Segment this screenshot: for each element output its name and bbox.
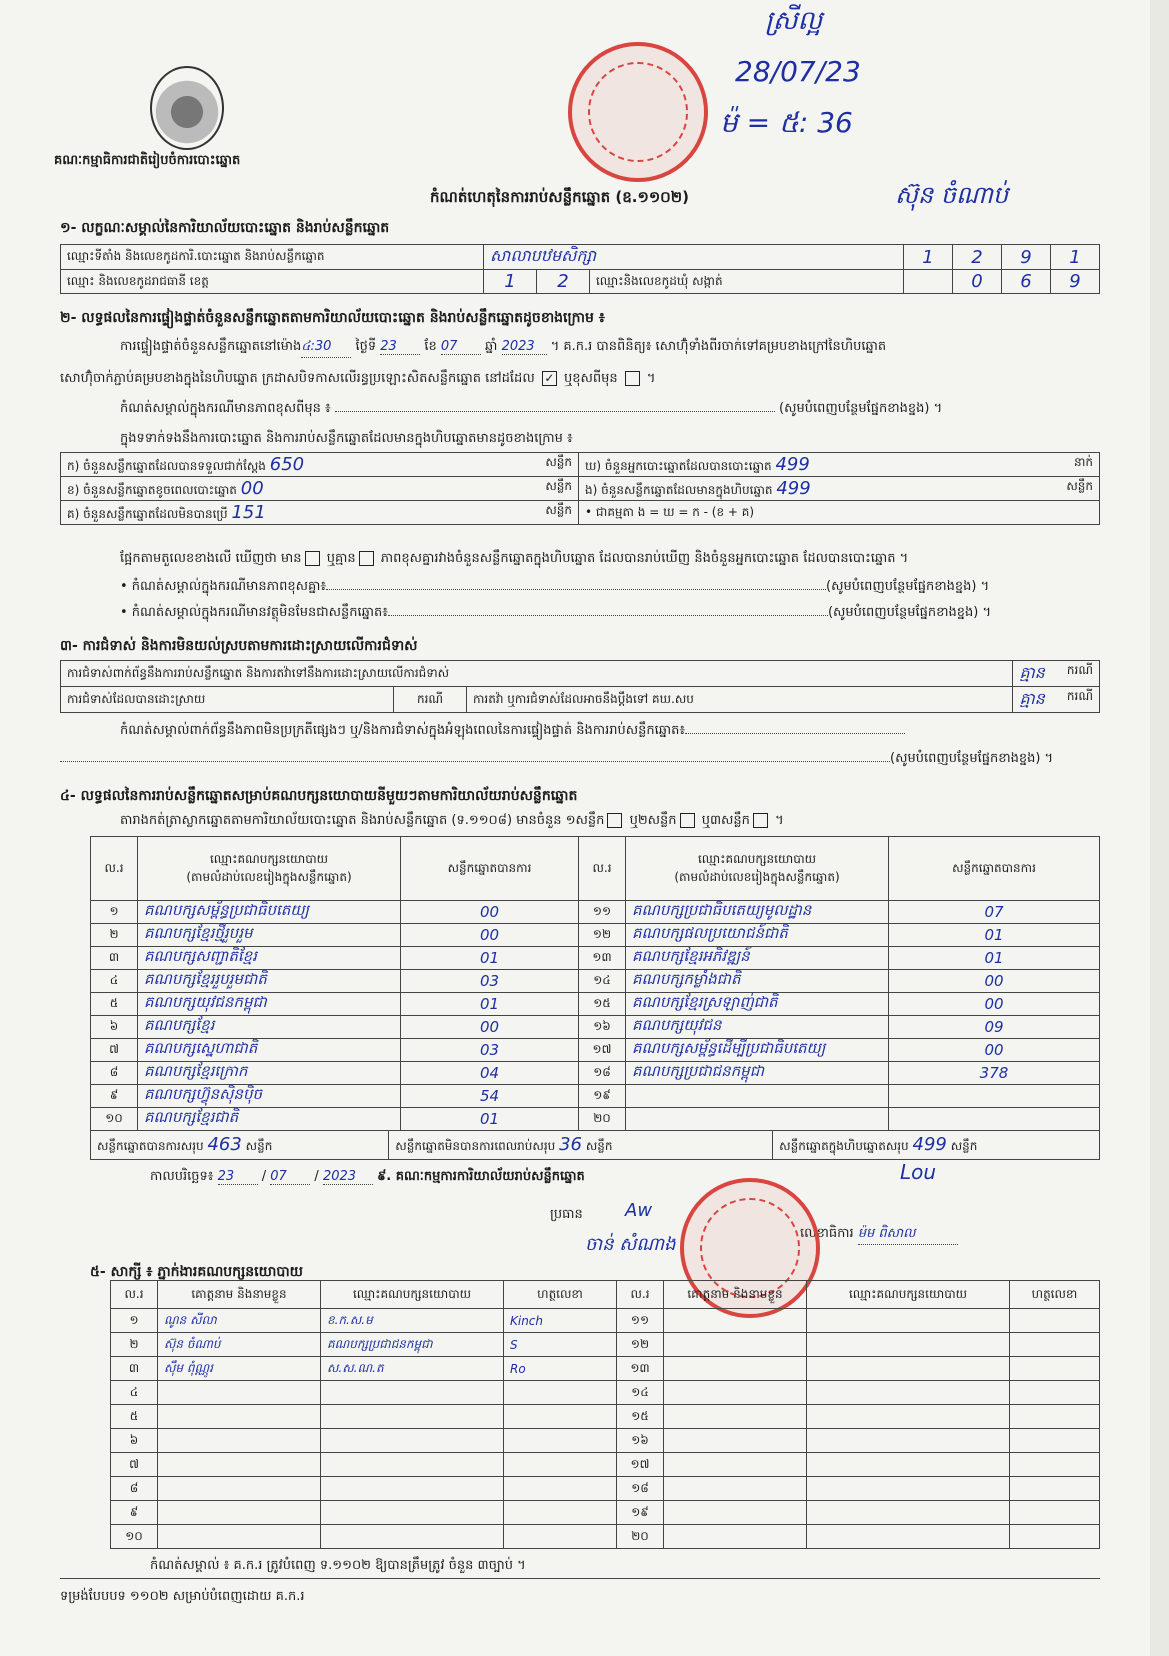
commune-label: ឈ្មោះនិងលេខកូដឃុំ សង្កាត់: [590, 270, 904, 294]
secretary-signature: Lou: [900, 1160, 937, 1184]
comparison-line: ផ្អែកតាមតួលេខខាងលើ ឃើញថា មាន ឬគ្មាន ភាពខុសគ្នារវាងចំនួនសន្លឹកឆ្នោតក្នុងហិបឆ្នោត ដែលបានរាប់ឃើញ និងចំនួនអ្នកបោះឆ្នោត ដែលបានបោះឆ្នោត ។: [120, 551, 909, 566]
witness-name: [664, 1357, 807, 1381]
witness-signature: [504, 1477, 617, 1501]
result-row: [91, 1085, 1100, 1108]
party-name: គណបក្សខ្មែររួបរួមជាតិ: [138, 970, 401, 993]
province-digit: 1: [484, 270, 537, 294]
witness-name: ស៊ុន ចំណាប់: [158, 1333, 321, 1357]
results-table: ល.រ ឈ្មោះគណបក្សនយោបាយ (តាមលំដាប់លេខរៀងក្នុងសន្លឹកឆ្នោត) សន្លឹកឆ្នោតបានការ ល.រ ឈ្មោះគណបក្សនយោបាយ (តាមលំដាប់លេខរៀងក្នុងសន្លឹកឆ្នោត) សន្លឹកឆ្នោតបានការ ១ គណបក្សសម្ព័ន្ធប្រជាធិបតេយ្យ 00 ១១ គណបក្សប្រជាធិបតេយ្យមូលដ្ឋាន 07 ២ គណបក្សខ្មែរថ្មីរួបរួម 00 ១២ គណបក្សផលប្រយោជន៍ជាតិ 01 ៣ គណបក្សសញ្ជាតិខ្មែរ 01 ១៣ គណបក្សខ្មែរអភិវឌ្ឍន៍ 01 ៤ គណបក្សខ្មែររួបរួមជាតិ 03 ១៤ គណបក្សកម្លាំងជាតិ 00 ៥ គណបក្សយុវជនកម្ពុជា 01 ១៥ គណបក្សខ្មែរស្រឡាញ់ជាតិ 00 ៦ គណបក្សខ្មែរ 00 ១៦ គណបក្សយុវជន 09 ៧ គណបក្សស្នេហាជាតិ 03 ១៧ គណបក្សសម្ព័ន្ធដើម្បីប្រជាធិបតេយ្យ 00 ៨ គណបក្សខ្មែរក្រោក 04 ១៨ គណបក្សប្រជាជនកម្ពុជា 378 ៩ គណបក្សហ៊្វុនស៊ិនប៉ិច 54 ១៩ ១០ គណបក្សខ្មែរជាតិ 01 ២០ សន្លឹកឆ្នោតបានការសរុប 463 សន្លឹក សន្លឹកឆ្នោតមិនបានការពេលរាប់សរុប 36 សន្លឹក សន្លឹកឆ្នោតក្នុងហិបឆ្នោតសរុប 499 សន្លឹក: [90, 836, 1100, 1160]
party-name: គណបក្សសញ្ជាតិខ្មែរ: [138, 947, 401, 970]
secretary-block: លេខាធិការ ម៉ម ពិសាល: [800, 1225, 958, 1245]
vote-count: 01: [401, 993, 579, 1016]
witness-party: [321, 1453, 504, 1477]
commune-digit: 0: [953, 270, 1002, 294]
code-digit: 9: [1002, 245, 1051, 270]
witness-name: [158, 1381, 321, 1405]
witness-row: [111, 1405, 1100, 1429]
vote-count: 07: [889, 901, 1100, 924]
row-number: ១១: [579, 901, 626, 924]
witness-signature: S: [504, 1333, 617, 1357]
witness-signature: Kinch: [504, 1309, 617, 1333]
form-footer: ទម្រង់បែបបទ ១១០២ សម្រាប់បំពេញដោយ គ.ក.រ: [60, 1589, 305, 1604]
appeal-label: ការតវ៉ា ឬការជំទាស់ដែលអាចនឹងប្តឹងទៅ គឃ.សប: [467, 687, 1013, 713]
row-number: ១៦: [579, 1016, 626, 1039]
handwritten-note: ស្រីល្អ: [765, 6, 823, 36]
witness-signature: [1010, 1309, 1100, 1333]
witness-party: [321, 1477, 504, 1501]
witness-party: [807, 1453, 1010, 1477]
party-name: គណបក្សប្រជាធិបតេយ្យមូលដ្ឋាន: [626, 901, 889, 924]
vote-count: 00: [401, 901, 579, 924]
vote-count: 00: [889, 970, 1100, 993]
witness-name: [158, 1525, 321, 1549]
appeal-value: គ្មាន: [1019, 688, 1045, 708]
row-number: ១៨: [579, 1062, 626, 1085]
irregularity-line: (សូមបំពេញបន្ថែមផ្នែកខាងខ្នង) ។: [60, 750, 1100, 769]
witness-name: [158, 1453, 321, 1477]
section1-table: [60, 244, 1100, 294]
vote-count: [889, 1108, 1100, 1131]
row-number: ១៩: [579, 1085, 626, 1108]
vote-count: 09: [889, 1016, 1100, 1039]
witness-signature: [1010, 1477, 1100, 1501]
row-number: ១១: [617, 1309, 664, 1333]
org-name: គណៈកម្មាធិការជាតិរៀបចំការបោះឆ្នោត: [54, 153, 241, 168]
row-number: ៥: [111, 1405, 158, 1429]
sum-in-box: សន្លឹកឆ្នោតក្នុងហិបឆ្នោតសរុប 499 សន្លឹក: [779, 1134, 978, 1155]
row-number: ១៤: [579, 970, 626, 993]
province-label: ឈ្មោះ និងលេខកូដរាជធានី ខេត្ត: [61, 270, 484, 294]
witness-row: [111, 1309, 1100, 1333]
chair-label: ប្រធាន: [550, 1207, 583, 1222]
counts-intro: ក្នុងទទាក់ទងនឹងការបោះឆ្នោត និងការរាប់សន្លឹកឆ្នោតដែលមានក្នុងហិបឆ្នោតមានដូចខាងក្រោម ៖: [120, 431, 573, 446]
row-number: ៧: [91, 1039, 138, 1062]
witness-party: [807, 1501, 1010, 1525]
difference-note: កំណត់សម្គាល់ក្នុងករណីមានភាពខុសពីមុន ៖ (សូមបំពេញបន្ថែមផ្នែកខាងខ្នង) ។: [120, 401, 943, 416]
witness-signature: [504, 1525, 617, 1549]
party-name: គណបក្សស្នេហាជាតិ: [138, 1039, 401, 1062]
vote-count: 00: [889, 993, 1100, 1016]
row-number: ១០: [91, 1108, 138, 1131]
result-row: [91, 924, 1100, 947]
section4-title: ៤- លទ្ធផលនៃការរាប់សន្លឹកឆ្នោតសម្រាប់គណបក្សនយោបាយនីមួយៗតាមការិយាល័យរាប់សន្លឹកឆ្នោត: [60, 788, 578, 804]
row-number: ៨: [111, 1477, 158, 1501]
objection-value: គ្មាន: [1019, 662, 1045, 682]
witness-signature: [504, 1429, 617, 1453]
code-digit: 2: [953, 245, 1002, 270]
row-number: ១: [91, 901, 138, 924]
witness-name: [664, 1333, 807, 1357]
count-row: ខ) ចំនួនសន្លឹកឆ្នោតខូចពេលបោះឆ្នោត 00 សន្លឹក ង) ចំនួនសន្លឹកឆ្នោតដែលមានក្នុងហិបឆ្នោត 499 សន្លឹក: [61, 477, 1100, 501]
witness-name: [664, 1429, 807, 1453]
handwritten-date: 28/07/23: [735, 55, 861, 88]
witness-name: [158, 1429, 321, 1453]
witness-table: ល.រ គោត្តនាម និងនាមខ្លួន ឈ្មោះគណបក្សនយោបាយ ហត្ថលេខា ល.រ គោត្តនាម និងនាមខ្លួន ឈ្មោះគណបក្សនយោបាយ ហត្ថលេខា ១ ណូន សីលា ខ.ក.ស.ម Kinch ១១ ២ ស៊ុន ចំណាប់ គណបក្សប្រជាជនកម្ពុជា S ១២ ៣ ស៊ឹម ពុំណ្ណូរ ស.ស.ណ.ត Ro ១៣ ៤ ១៤ ៥ ១៥ ៦ ១៦ ៧ ១៧ ៨ ១៨ ៩ ១៩ ១០ ២០: [110, 1280, 1100, 1549]
party-name: [626, 1108, 889, 1131]
row-number: ២: [111, 1333, 158, 1357]
party-name: គណបក្សសម្ព័ន្ធដើម្បីប្រជាធិបតេយ្យ: [626, 1039, 889, 1062]
vote-count: 03: [401, 970, 579, 993]
party-name: គណបក្សប្រជាជនកម្ពុជា: [626, 1062, 889, 1085]
vote-count: 54: [401, 1085, 579, 1108]
row-number: ១: [111, 1309, 158, 1333]
vote-count: 00: [401, 924, 579, 947]
party-name: គណបក្សយុវជនកម្ពុជា: [138, 993, 401, 1016]
witness-party: គណបក្សប្រជាជនកម្ពុជា: [321, 1333, 504, 1357]
row-number: ១៤: [617, 1381, 664, 1405]
party-name: គណបក្សកម្លាំងជាតិ: [626, 970, 889, 993]
province-digit: 2: [537, 270, 590, 294]
bullet-diff: • កំណត់សម្គាល់ក្នុងករណីមានភាពខុសគ្នា៖ (សូមបំពេញបន្ថែមផ្នែកខាងខ្នង) ។: [120, 579, 990, 594]
result-row: [91, 947, 1100, 970]
party-name: គណបក្សខ្មែរជាតិ: [138, 1108, 401, 1131]
witness-party: [807, 1357, 1010, 1381]
footnote: កំណត់សម្គាល់ ៖ គ.ក.រ ត្រូវបំពេញ ទ.១១០២ ឱ្យបានត្រឹមត្រូវ ចំនួន ៣ច្បាប់ ។: [150, 1558, 526, 1573]
witness-signature: [504, 1381, 617, 1405]
party-name: [626, 1085, 889, 1108]
red-stamp: [568, 42, 708, 182]
vote-count: 03: [401, 1039, 579, 1062]
vote-count: 01: [889, 947, 1100, 970]
witness-party: [321, 1501, 504, 1525]
time-value: ៤:30: [301, 338, 351, 358]
witness-name: [158, 1501, 321, 1525]
row-number: ១៧: [579, 1039, 626, 1062]
party-name: គណបក្សខ្មែរថ្មីរួបរួម: [138, 924, 401, 947]
code-digit: 1: [904, 245, 953, 270]
witness-row: [111, 1429, 1100, 1453]
witness-row: [111, 1525, 1100, 1549]
witness-signature: [1010, 1429, 1100, 1453]
bullet-object: • កំណត់សម្គាល់ក្នុងករណីមានវត្ថុមិនមែនជាសន្លឹកឆ្នោត៖ (សូមបំពេញបន្ថែមផ្នែកខាងខ្នង) ។: [120, 605, 992, 620]
witness-party: [807, 1309, 1010, 1333]
row-number: ១៩: [617, 1501, 664, 1525]
witness-name: [664, 1501, 807, 1525]
handwritten-time: ម៉ = ៥: 36: [720, 106, 853, 139]
row-number: ២: [91, 924, 138, 947]
witness-row: [111, 1501, 1100, 1525]
witness-name: [664, 1309, 807, 1333]
row-number: ៧: [111, 1453, 158, 1477]
party-name: គណបក្សខ្មែរស្រឡាញ់ជាតិ: [626, 993, 889, 1016]
row-number: ៣: [111, 1357, 158, 1381]
witness-signature: [1010, 1525, 1100, 1549]
result-row: [91, 901, 1100, 924]
witness-row: [111, 1477, 1100, 1501]
seal-line: សោហ៊ុំចាក់ភ្ជាប់គម្របខាងក្នុងនៃហិបឆ្នោត ក្រដាសបិទកាសលើរន្ធប្រឡោះសិតសន្លឹកឆ្នោត នៅដដែល ✓ ឬខុសពីមុន ។: [60, 371, 656, 386]
row-number: ៦: [91, 1016, 138, 1039]
row-number: ១៥: [579, 993, 626, 1016]
row-number: ៤: [91, 970, 138, 993]
result-row: [91, 993, 1100, 1016]
witness-party: ស.ស.ណ.ត: [321, 1357, 504, 1381]
witness-signature: [1010, 1501, 1100, 1525]
nec-logo: [150, 66, 224, 150]
count-row: គ) ចំនួនសន្លឹកឆ្នោតដែលមិនបានប្រើ 151 សន្លឹក • ជាគម្មតា ង = ឃ = ក - (ខ + គ): [61, 501, 1100, 525]
irregularity-note: កំណត់សម្គាល់ពាក់ព័ន្ធនឹងភាពមិនប្រក្រតីផ្សេងៗ ឬ/និងការជំទាស់ក្នុងអំឡុងពេលនៃការផ្ទៀងផ្ទាត់ និងការរាប់សន្លឹកឆ្នោត៖: [120, 722, 1100, 741]
commune-digit: 9: [1051, 270, 1100, 294]
witness-signature: [504, 1405, 617, 1429]
witness-party: [807, 1477, 1010, 1501]
commune-digit: 6: [1002, 270, 1051, 294]
row-number: ៩: [91, 1085, 138, 1108]
witness-party: [807, 1405, 1010, 1429]
row-number: ១៦: [617, 1429, 664, 1453]
witness-name: [664, 1525, 807, 1549]
witness-signature: Ro: [504, 1357, 617, 1381]
row-number: ៩: [111, 1501, 158, 1525]
checkbox-no[interactable]: [359, 551, 374, 566]
party-name: គណបក្សសម្ព័ន្ធប្រជាធិបតេយ្យ: [138, 901, 401, 924]
vote-count: 01: [401, 1108, 579, 1131]
result-row: [91, 1039, 1100, 1062]
row-number: ១៥: [617, 1405, 664, 1429]
witness-party: [807, 1525, 1010, 1549]
witness-signature: [504, 1453, 617, 1477]
witness-signature: [504, 1501, 617, 1525]
result-row: [91, 1108, 1100, 1131]
checkbox-unchanged[interactable]: ✓: [542, 371, 557, 386]
witness-party: [807, 1429, 1010, 1453]
witness-name: ស៊ឹម ពុំណ្ណូរ: [158, 1357, 321, 1381]
vote-count: 01: [401, 947, 579, 970]
witness-name: [664, 1381, 807, 1405]
party-name: គណបក្សខ្មែរក្រោក: [138, 1062, 401, 1085]
row-number: ១០: [111, 1525, 158, 1549]
row-number: ១៧: [617, 1453, 664, 1477]
witness-party: [807, 1381, 1010, 1405]
result-row: [91, 1016, 1100, 1039]
row-number: ៨: [91, 1062, 138, 1085]
location-value: សាលាបឋមសិក្សា: [484, 245, 904, 270]
result-row: [91, 970, 1100, 993]
checkbox-yes[interactable]: [305, 551, 320, 566]
witness-signature: [1010, 1381, 1100, 1405]
party-name: គណបក្សផលប្រយោជន៍ជាតិ: [626, 924, 889, 947]
witness-party: [321, 1405, 504, 1429]
row-number: ៣: [91, 947, 138, 970]
section5-title: ៥- សាក្សី ៖ ភ្នាក់ងារគណបក្សនយោបាយ: [90, 1264, 304, 1280]
section3-title: ៣- ការជំទាស់ និងការមិនយល់ស្របតាមការដោះស្រាយលើការជំទាស់: [60, 638, 418, 654]
row-number: ១៣: [579, 947, 626, 970]
witness-row: [111, 1333, 1100, 1357]
vote-count: [889, 1085, 1100, 1108]
vote-count: 378: [889, 1062, 1100, 1085]
objections-table: ការជំទាស់ពាក់ព័ន្ធនឹងការរាប់សន្លឹកឆ្នោត និងការតវ៉ាទៅនឹងការដោះស្រាយលើការជំទាស់ គ្មាន ករណី ការជំទាស់ដែលបានដោះស្រាយ ករណី ការតវ៉ា ឬការជំទាស់ដែលអាចនឹងប្តឹងទៅ គឃ.សប គ្មាន ករណី: [60, 660, 1100, 713]
witness-row: [111, 1357, 1100, 1381]
resolved-unit: ករណី: [394, 687, 467, 713]
section2-title: ២- លទ្ធផលនៃការផ្ទៀងផ្ទាត់ចំនួនសន្លឹកឆ្នោតតាមការិយាល័យបោះឆ្នោត និងរាប់សន្លឹកឆ្នោតដូចខាងក្រោម ៖: [60, 310, 605, 326]
witness-name: [664, 1477, 807, 1501]
witness-name: [158, 1477, 321, 1501]
chair-name: ចាន់ សំណាង: [585, 1234, 676, 1255]
row-number: ១២: [579, 924, 626, 947]
witness-signature: [1010, 1405, 1100, 1429]
tally-line: តារាងកត់ត្រាស្លាកឆ្នោតតាមការិយាល័យបោះឆ្នោត និងរាប់សន្លឹកឆ្នោត (ទ.១១០៨) មានចំនួន ១សន្លឹក ឬ២សន្លឹក ឬ៣សន្លឹក ។: [120, 813, 784, 828]
witness-party: [321, 1381, 504, 1405]
witness-signature: [1010, 1453, 1100, 1477]
row-number: ១៣: [617, 1357, 664, 1381]
code-digit: 1: [1051, 245, 1100, 270]
sum-valid: សន្លឹកឆ្នោតបានការសរុប 463 សន្លឹក: [91, 1131, 389, 1159]
row-number: ២០: [617, 1525, 664, 1549]
party-name: គណបក្សហ៊្វុនស៊ិនប៉ិច: [138, 1085, 401, 1108]
sum-invalid: សន្លឹកឆ្នោតមិនបានការពេលរាប់សរុប 36 សន្លឹក: [389, 1131, 773, 1159]
form-title: កំណត់ហេតុនៃការរាប់សន្លឹកឆ្នោត (ឧ.១១០២): [430, 188, 690, 206]
handwritten-signature: ស៊ុន ចំណាប់: [895, 181, 1009, 209]
vote-count: 00: [401, 1016, 579, 1039]
row-number: ៤: [111, 1381, 158, 1405]
witness-name: [664, 1405, 807, 1429]
section1-title: ១- លក្ខណៈសម្គាល់នៃការិយាល័យបោះឆ្នោត និងរាប់សន្លឹកឆ្នោត: [60, 220, 390, 236]
witness-name: [158, 1405, 321, 1429]
vote-count: 01: [889, 924, 1100, 947]
footer-divider: [60, 1578, 1100, 1579]
party-name: គណបក្សខ្មែរ: [138, 1016, 401, 1039]
vote-count: 00: [889, 1039, 1100, 1062]
signing-date: កាលបរិច្ឆេទ៖ 23 / 07 / 2023 ៩. គណៈកម្មការការិយាល័យរាប់សន្លឹកឆ្នោត: [150, 1169, 585, 1184]
witness-row: [111, 1453, 1100, 1477]
counts-table: [60, 452, 1100, 525]
witness-party: [321, 1525, 504, 1549]
vote-count: 04: [401, 1062, 579, 1085]
witness-party: [807, 1333, 1010, 1357]
row-number: ២០: [579, 1108, 626, 1131]
count-row: ក) ចំនួនសន្លឹកឆ្នោតដែលបានទទួលជាក់ស្តែង 650 សន្លឹក ឃ) ចំនួនអ្នកបោះឆ្នោតដែលបានបោះឆ្នោត 499 នាក់: [61, 453, 1100, 477]
verification-line: ការផ្ទៀងផ្ទាត់ចំនួនសន្លឹកឆ្នោតនៅម៉ោង៤:30 ថ្ងៃទី 23 ខែ 07 ឆ្នាំ 2023 ។ គ.ក.រ បានពិនិត្យ៖ សោហ៊ុំទាំងពីរចាក់ទៅគម្របខាងក្រៅនៃហិបឆ្នោត: [120, 338, 886, 358]
witness-name: [664, 1453, 807, 1477]
witness-signature: [1010, 1357, 1100, 1381]
party-name: គណបក្សខ្មែរអភិវឌ្ឍន៍: [626, 947, 889, 970]
row-number: ១២: [617, 1333, 664, 1357]
witness-row: [111, 1381, 1100, 1405]
checkbox-changed[interactable]: [625, 371, 640, 386]
chair-signature: Aw: [625, 1200, 653, 1221]
objection-label: ការជំទាស់ពាក់ព័ន្ធនឹងការរាប់សន្លឹកឆ្នោត និងការតវ៉ាទៅនឹងការដោះស្រាយលើការជំទាស់: [61, 661, 1013, 687]
row-number: ៦: [111, 1429, 158, 1453]
result-row: [91, 1062, 1100, 1085]
row-number: ១៨: [617, 1477, 664, 1501]
witness-party: [321, 1429, 504, 1453]
witness-name: ណូន សីលា: [158, 1309, 321, 1333]
location-label: ឈ្មោះទីតាំង និងលេខកូដការិ.បោះឆ្នោត និងរាប់សន្លឹកឆ្នោត: [61, 245, 484, 270]
row-number: ៥: [91, 993, 138, 1016]
party-name: គណបក្សយុវជន: [626, 1016, 889, 1039]
witness-signature: [1010, 1333, 1100, 1357]
witness-party: ខ.ក.ស.ម: [321, 1309, 504, 1333]
